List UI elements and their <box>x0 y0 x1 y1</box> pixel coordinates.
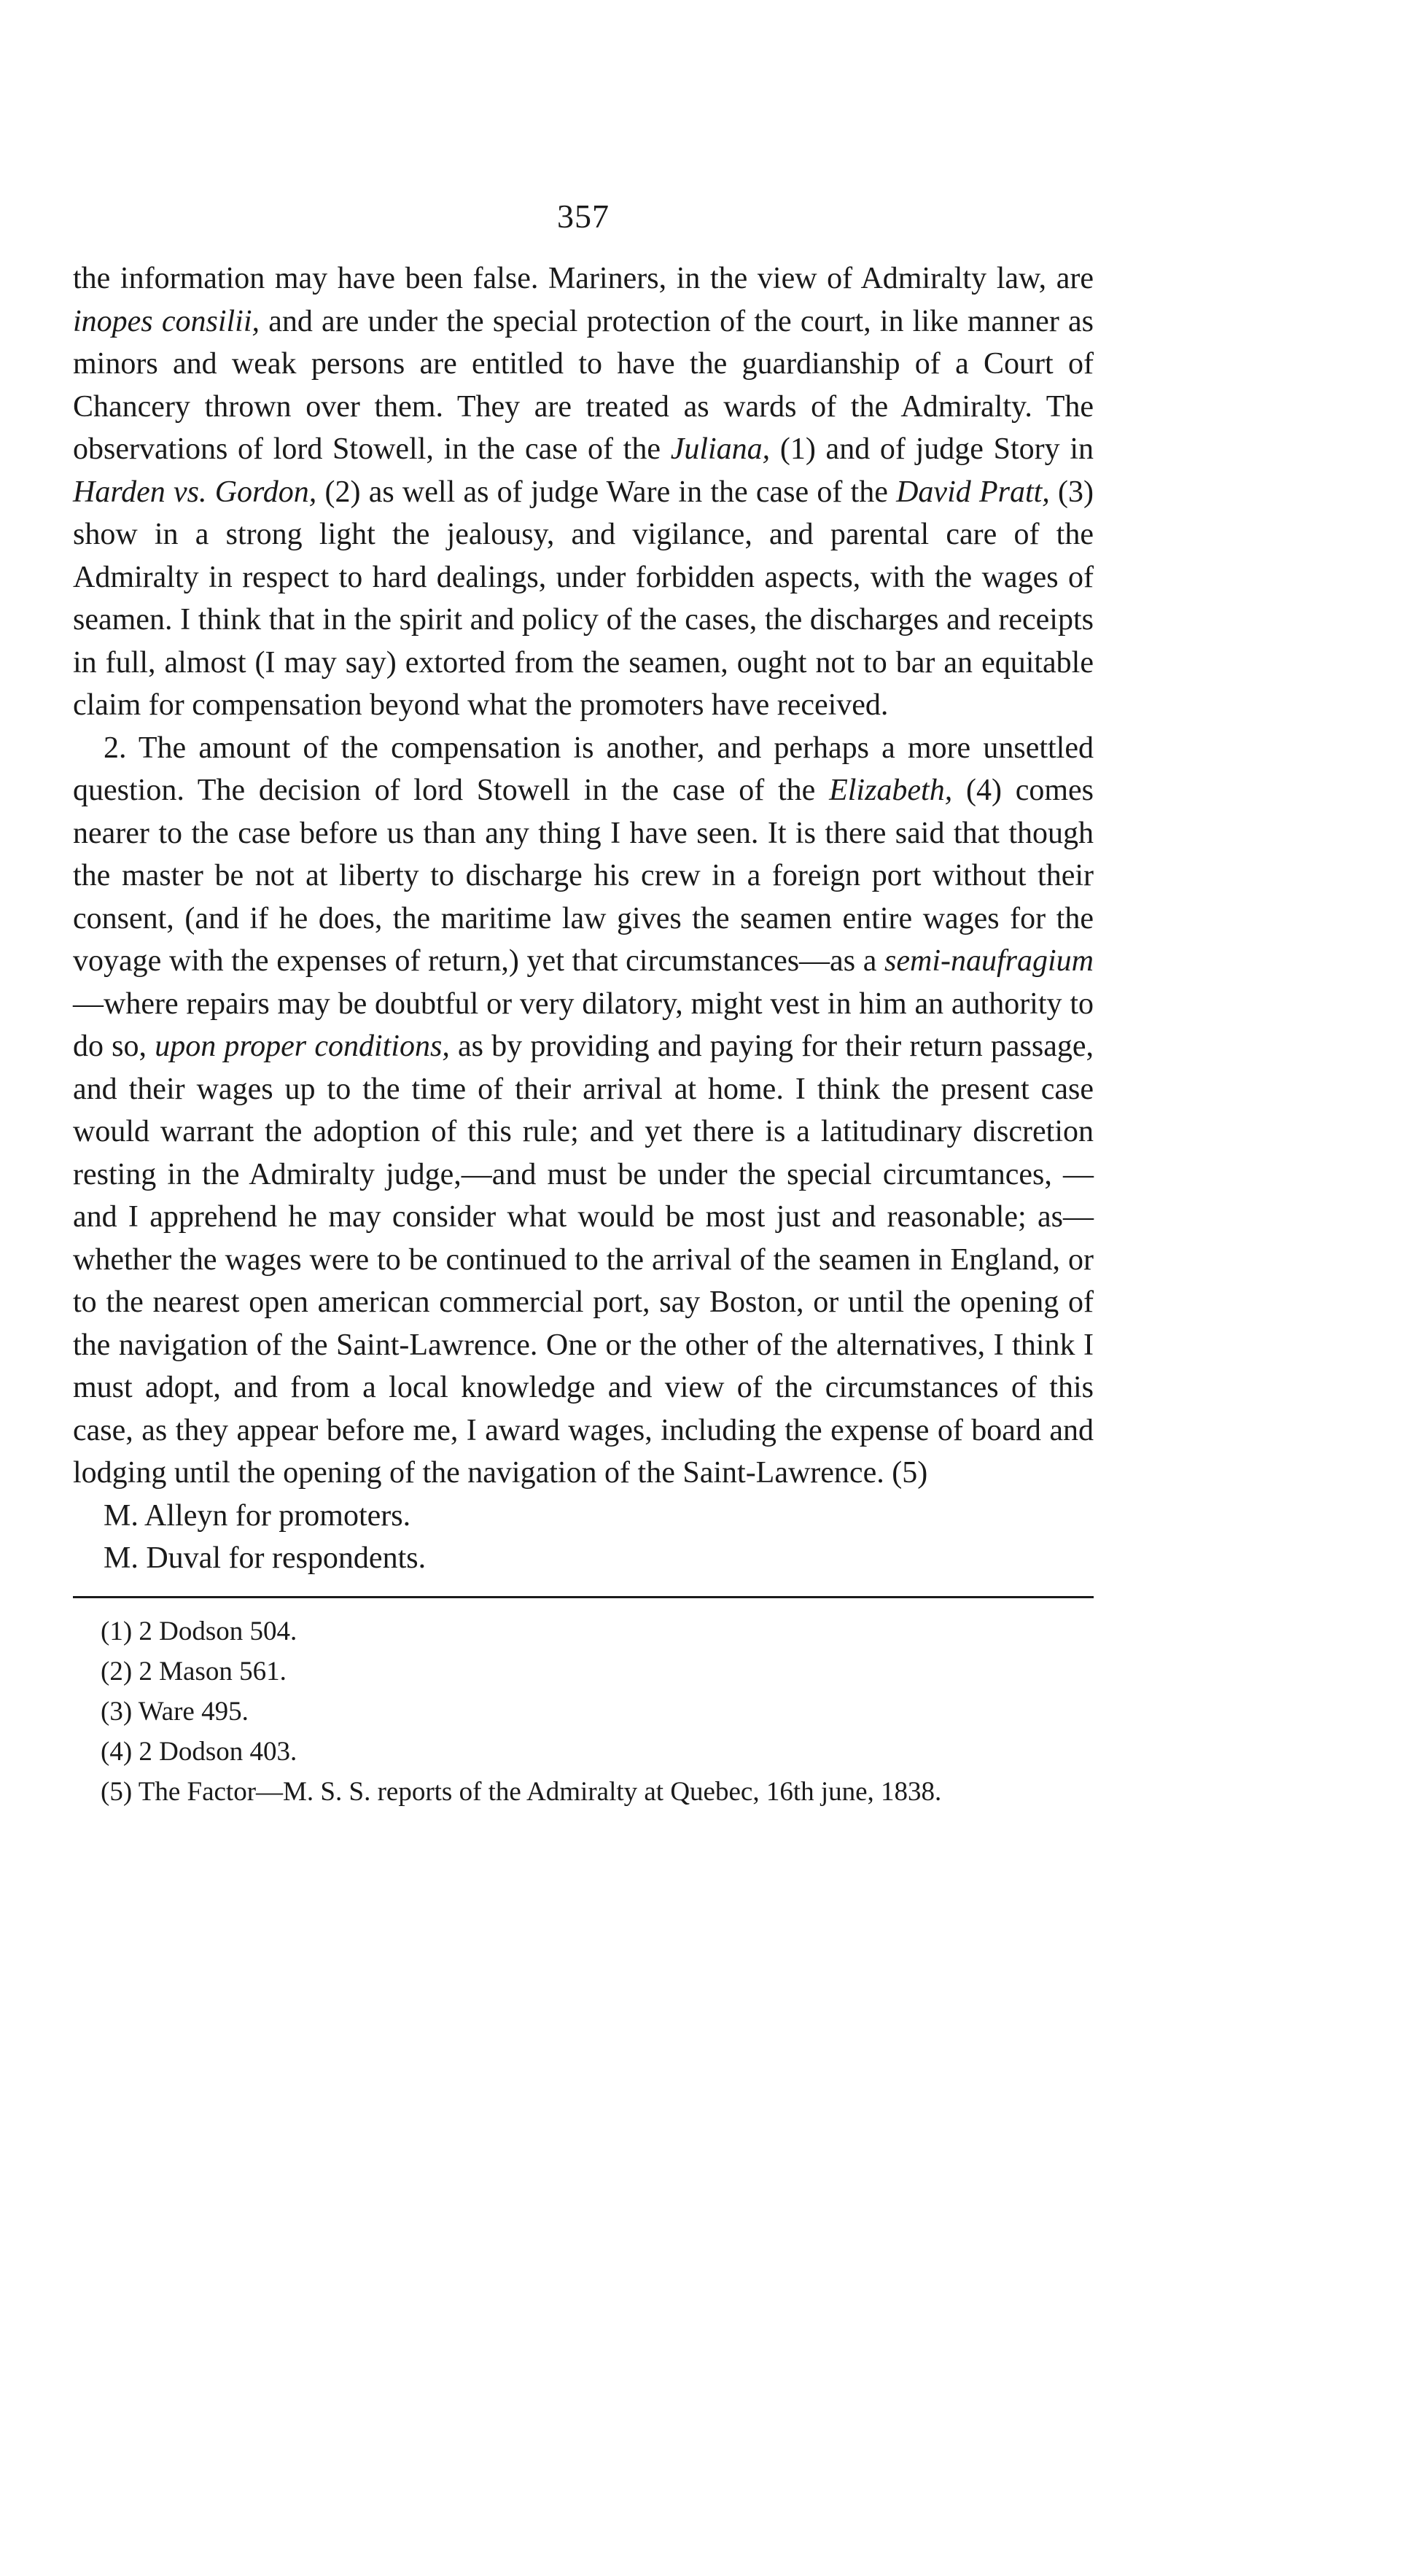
p2-text-2: (4) comes nearer to the case before us than any thing I have seen. It is there said that though the master be not at liberty to discharge his crew in a foreign port without their consent, (and if he does, the maritime law gives the seamen entire wages for the voyage with the expenses of return,) yet that circumstances—as a <box>73 774 1094 978</box>
p1-text-2: and are under the special protection of the court, in like manner as minors and weak persons are entitled to have the guardianship of a Court of Chancery thrown over them. They are treated as wards of the Admiralty. The observations of lord Stowell, in the case of the <box>73 304 1094 466</box>
p1-text-4: (2) as well as of judge Ware in the case of the <box>316 475 897 509</box>
p2-text-1: 2. The amount of the compensation is another, and perhaps a more unsettled question. The decision of lord Stowell in the case of the <box>73 731 1094 807</box>
p1-text-1: the information may have been false. Mariners, in the view of Admiralty law, are <box>73 262 1094 295</box>
footnote-5: (5) The Factor—M. S. S. reports of the Admiralty at Quebec, 16th june, 1838. <box>101 1776 942 1807</box>
p1-text-5: (3) show in a strong light the jealousy, and vigilance, and parental care of the Admiralty in respect to hard dealings, under forbidden aspects, with the wages of seamen. I think that in the spirit and policy of the cases, the discharges and receipts in full, almost (I may say) extorted from the seamen, ought not to bar an equitable claim for compensation beyond what the promoters have received. <box>73 475 1094 722</box>
footnote-2: (2) 2 Mason 561. <box>101 1656 287 1686</box>
p1-italic-juliana: Juliana, <box>670 432 771 466</box>
counsel-respondents: M. Duval for respondents. <box>104 1541 427 1575</box>
footnote-divider <box>73 1596 1094 1598</box>
footnotes <box>73 1611 1094 1812</box>
page-number: 357 <box>557 198 610 235</box>
p2-text-4: as by providing and paying for their return passage, and their wages up to the time of their arrival at home. I think the present case would warrant the adoption of this rule; and yet there is a latitudinary discretion resting in the Admiralty judge,—and must be under the special circumtances, —and I apprehend he may consider what would be most just and reasonable; as—whether the wages were to be continued to the arrival of the seamen in England, or to the nearest open american commercial port, say Boston, or until the opening of the navigation of the Saint-Lawrence. One or the other of the alternatives, I think I must adopt, and from a local knowledge and view of the circumstances of this case, as they appear before me, I award wages, including the expense of board and lodging until the opening of the navigation of the Saint-Lawrence. (5) <box>73 1030 1094 1490</box>
footnote-3: (3) Ware 495. <box>101 1696 249 1727</box>
p2-italic-semi-naufragium: semi-naufragium <box>884 944 1094 978</box>
p1-italic-harden-vs-gordon: Harden vs. Gordon, <box>73 475 317 509</box>
p2-text-3: —where repairs may be doubtful or very dilatory, might vest in him an authority to do so, <box>73 987 1094 1063</box>
counsel-list <box>73 1495 1094 1580</box>
paragraph-1 <box>73 257 1094 727</box>
page <box>73 197 1094 1812</box>
counsel-promoters: M. Alleyn for promoters. <box>104 1498 411 1533</box>
body-text <box>73 257 1094 1495</box>
footnote-1: (1) 2 Dodson 504. <box>101 1616 297 1646</box>
p1-italic-david-pratt: David Pratt, <box>896 475 1050 509</box>
footnote-4: (4) 2 Dodson 403. <box>101 1736 297 1767</box>
p1-text-3: (1) and of judge Story in <box>770 432 1094 466</box>
p2-italic-elizabeth: Elizabeth, <box>829 774 953 807</box>
paragraph-2 <box>73 727 1094 1495</box>
p2-italic-upon-proper-conditions: upon proper conditions, <box>155 1030 450 1063</box>
p1-italic-inopes-consilii: inopes consilii, <box>73 304 260 338</box>
